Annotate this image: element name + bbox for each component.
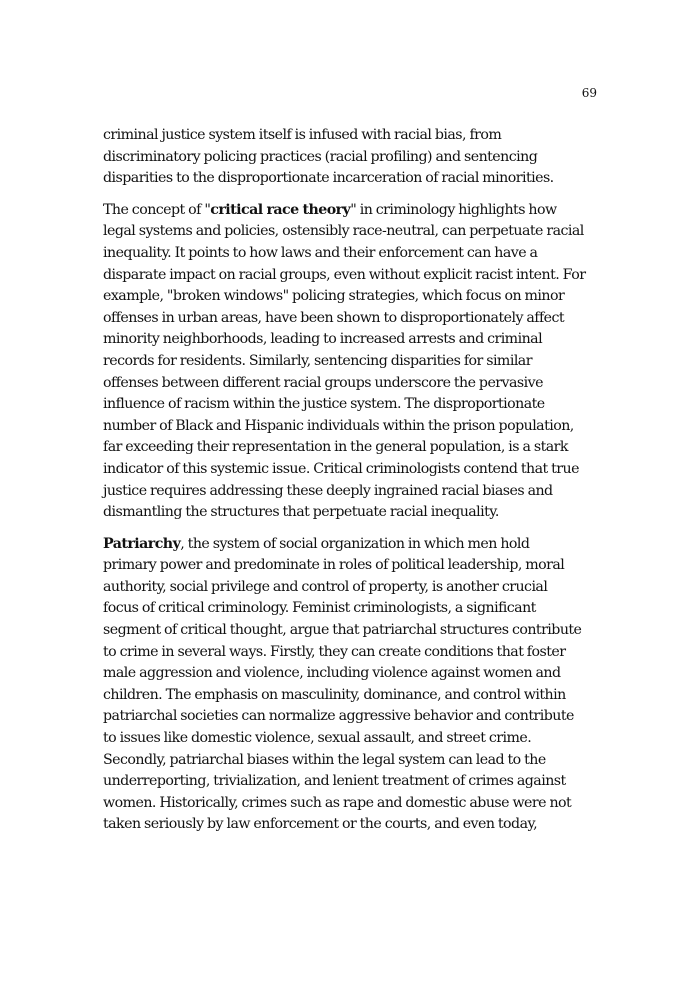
text-segment: to crime in several ways. Firstly, they can create conditions that foster	[103, 643, 566, 660]
text-line	[103, 147, 599, 169]
text-line	[103, 168, 599, 190]
text-segment: , the system of social organization in which men hold	[180, 535, 530, 552]
paragraph-2	[103, 200, 599, 524]
text-line	[103, 642, 599, 664]
text-segment: focus of critical criminology. Feminist criminologists, a significant	[103, 600, 536, 617]
text-line	[103, 308, 599, 330]
text-line	[103, 750, 599, 772]
text-line	[103, 437, 599, 459]
text-segment: indicator of this systemic issue. Critical criminologists contend that true	[103, 460, 579, 477]
text-line	[103, 329, 599, 351]
text-line	[103, 814, 599, 836]
text-line	[103, 200, 599, 222]
bold-term: Patriarchy	[103, 535, 181, 552]
text-line	[103, 481, 599, 503]
text-line	[103, 286, 599, 308]
text-segment: patriarchal societies can normalize aggressive behavior and contribute	[103, 708, 574, 725]
text-segment: influence of racism within the justice system. The disproportionate	[103, 396, 545, 413]
text-segment: Secondly, patriarchal biases within the legal system can lead to the	[103, 751, 546, 768]
text-segment: to issues like domestic violence, sexual assault, and street crime.	[103, 730, 532, 747]
text-segment: example, "broken windows" policing strategies, which focus on minor	[103, 288, 565, 305]
page-number: 69	[581, 86, 597, 100]
text-line	[103, 221, 599, 243]
text-line	[103, 663, 599, 685]
body-text	[103, 125, 599, 846]
text-segment: dismantling the structures that perpetuate racial inequality.	[103, 504, 499, 521]
text-segment: underreporting, trivialization, and lenient treatment of crimes against	[103, 773, 566, 790]
text-segment: primary power and predominate in roles of political leadership, moral	[103, 557, 565, 574]
text-line	[103, 265, 599, 287]
text-segment: women. Historically, crimes such as rape and domestic abuse were not	[103, 794, 572, 811]
text-line	[103, 728, 599, 750]
text-segment: minority neighborhoods, leading to increased arrests and criminal	[103, 331, 543, 348]
text-line	[103, 793, 599, 815]
text-segment: authority, social privilege and control of property, is another crucial	[103, 578, 548, 595]
bold-term: critical race theory	[210, 201, 351, 218]
text-line	[103, 620, 599, 642]
text-line	[103, 373, 599, 395]
text-line	[103, 577, 599, 599]
text-segment: offenses between different racial groups underscore the pervasive	[103, 374, 543, 391]
text-line	[103, 685, 599, 707]
text-line	[103, 706, 599, 728]
text-line	[103, 534, 599, 556]
text-line	[103, 598, 599, 620]
text-segment: segment of critical thought, argue that patriarchal structures contribute	[103, 622, 582, 639]
text-line	[103, 771, 599, 793]
text-line	[103, 459, 599, 481]
text-segment: criminal justice system itself is infused with racial bias, from	[103, 127, 502, 143]
text-segment: taken seriously by law enforcement or the courts, and even today,	[103, 816, 538, 833]
paragraph-3	[103, 534, 599, 836]
text-segment: offenses in urban areas, have been shown to disproportionately affect	[103, 309, 565, 326]
text-segment: far exceeding their representation in the general population, is a stark	[103, 439, 568, 456]
text-line	[103, 125, 599, 147]
text-line	[103, 416, 599, 438]
text-line	[103, 502, 599, 524]
text-segment: The concept of "	[103, 201, 211, 218]
text-segment: male aggression and violence, including violence against women and	[103, 665, 561, 682]
text-segment: " in criminology highlights how	[350, 201, 557, 218]
text-line	[103, 555, 599, 577]
text-segment: justice requires addressing these deeply ingrained racial biases and	[103, 482, 553, 499]
text-segment: disparate impact on racial groups, even without explicit racist intent. For	[103, 266, 586, 283]
text-segment: discriminatory policing practices (racial profiling) and sentencing	[103, 148, 538, 165]
text-segment: number of Black and Hispanic individuals within the prison population,	[103, 417, 574, 434]
text-segment: legal systems and policies, ostensibly race-neutral, can perpetuate racial	[103, 223, 584, 240]
text-segment: disparities to the disproportionate incarceration of racial minorities.	[103, 170, 554, 187]
text-segment: inequality. It points to how laws and their enforcement can have a	[103, 244, 538, 261]
text-segment: records for residents. Similarly, sentencing disparities for similar	[103, 352, 532, 369]
text-line	[103, 351, 599, 373]
paragraph-1	[103, 125, 599, 190]
text-line	[103, 394, 599, 416]
text-segment: children. The emphasis on masculinity, dominance, and control within	[103, 686, 566, 703]
text-line	[103, 243, 599, 265]
